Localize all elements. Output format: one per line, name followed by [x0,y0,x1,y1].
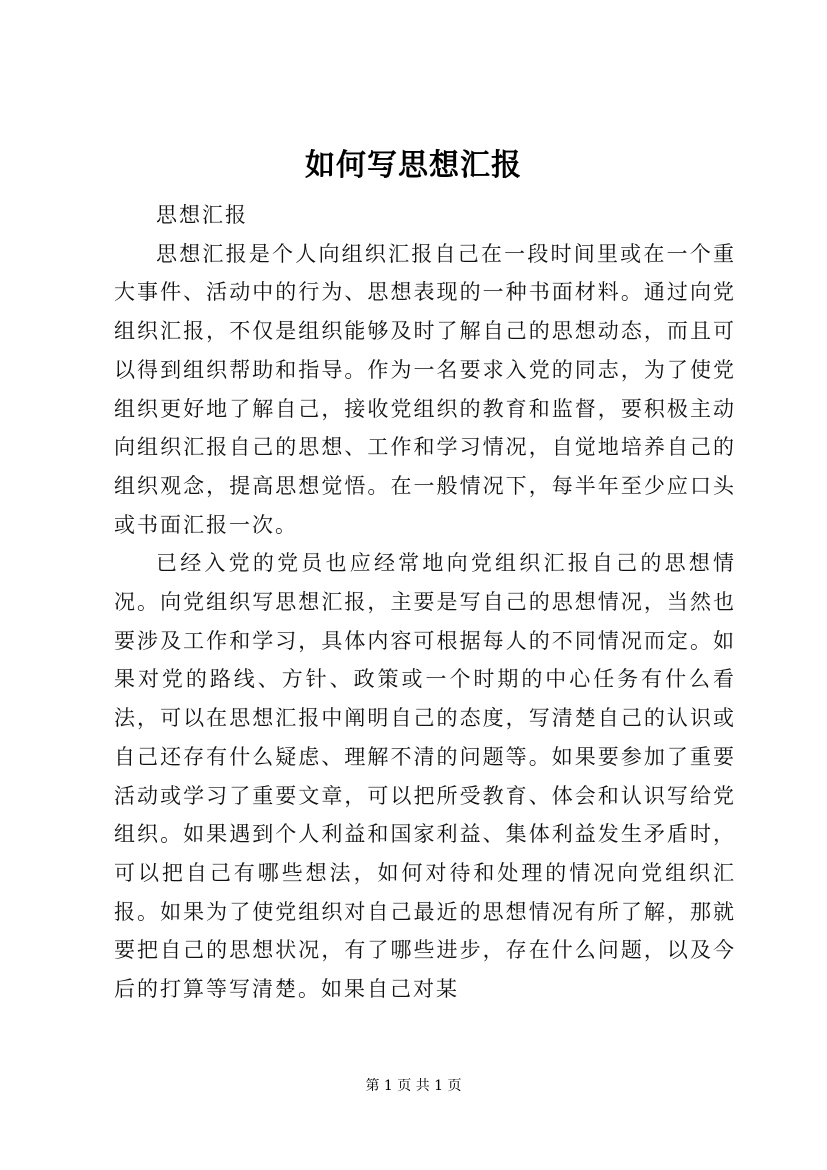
body-paragraph: 已经入党的党员也应经常地向党组织汇报自己的思想情况。向党组织写思想汇报，主要是写自己的思想情况，当然也要涉及工作和学习，具体内容可根据每人的不同情况而定。如果对党的路线、方针、政策或一个时期的中心任务有什么看法，可以在思想汇报中阐明自己的态度，写清楚自己的认识或自己还存有什么疑虑、理解不清的问题等。如果要参加了重要活动或学习了重要文章，可以把所受教育、体会和认识写给党组织。如果遇到个人利益和国家利益、集体利益发生矛盾时，可以把自己有哪些想法，如何对待和处理的情况向党组织汇报。如果为了使党组织对自己最近的思想情况有所了解，那就要把自己的思想状况，有了哪些进步，存在什么问题，以及今后的打算等写清楚。如果自己对某 [114,551,736,1002]
document-title: 如何写思想汇报 [305,148,522,183]
section-heading: 思想汇报 [156,203,248,227]
document-body [114,196,736,1009]
body-paragraph: 思想汇报是个人向组织汇报自己在一段时间里或在一个重大事件、活动中的行为、思想表现的一种书面材料。通过向党组织汇报，不仅是组织能够及时了解自己的思想动态，而且可以得到组织帮助和指导。作为一名要求入党的同志，为了使党组织更好地了解自己，接收党组织的教育和监督，要积极主动向组织汇报自己的思想、工作和学习情况，自觉地培养自己的组织观念，提高思想觉悟。在一般情况下，每半年至少应口头或书面汇报一次。 [114,241,736,537]
page-footer: 第 1 页 共 1 页 [365,1078,462,1094]
